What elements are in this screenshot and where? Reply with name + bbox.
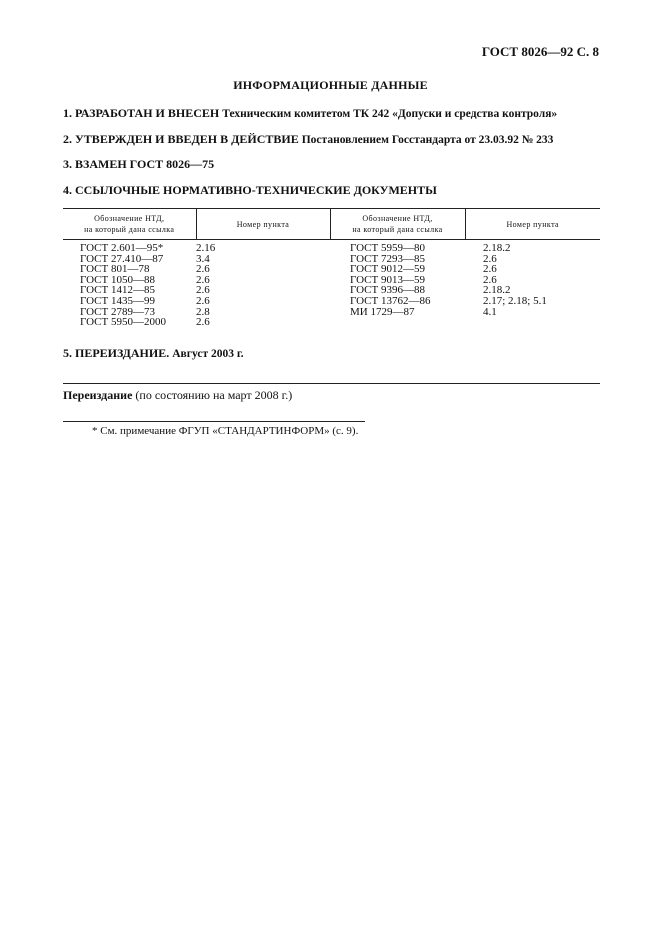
clause-number-cell: 2.6: [483, 263, 497, 276]
page-title: ИНФОРМАЦИОННЫЕ ДАННЫЕ: [233, 78, 428, 92]
item-lead: ВЗАМЕН ГОСТ 8026—75: [75, 157, 215, 171]
item-number: 1.: [63, 106, 72, 120]
doc-designation-cell: [330, 317, 465, 328]
info-item-5: [63, 346, 244, 361]
item-text: Август 2003 г.: [172, 348, 244, 360]
clause-number-cell: 2.18.2: [483, 242, 511, 254]
clause-number-cell: 2.18.2: [483, 284, 511, 297]
clause-number-cell: 3.4: [196, 252, 210, 265]
clause-number-cell: 2.6: [196, 273, 210, 286]
doc-designation-cell: ГОСТ 2789—73: [80, 305, 155, 318]
reference-documents-table: [63, 208, 600, 328]
doc-designation-cell: ГОСТ 7293—85: [350, 252, 425, 265]
column-header-clause: Номер пункта: [465, 209, 600, 240]
reissue-note: [63, 388, 292, 403]
doc-designation-cell: ГОСТ 801—78: [80, 263, 150, 276]
item-lead: РАЗРАБОТАН И ВНЕСЕН: [75, 106, 220, 120]
info-item-4: [63, 183, 437, 198]
clause-number-cell: [465, 317, 600, 328]
item-number: 3.: [63, 157, 72, 171]
item-lead: ССЫЛОЧНЫЕ НОРМАТИВНО-ТЕХНИЧЕСКИЕ ДОКУМЕНТЫ: [75, 183, 437, 197]
doc-designation-cell: ГОСТ 5959—80: [350, 242, 425, 254]
column-header-doc: Обозначение НТД, на который дана ссылка: [63, 209, 196, 240]
doc-designation-cell: ГОСТ 27.410—87: [80, 252, 164, 265]
item-text: Техническим комитетом ТК 242 «Допуски и средства контроля»: [222, 108, 558, 120]
info-item-3: [63, 157, 214, 172]
table-row: [63, 296, 600, 307]
column-header-clause: Номер пункта: [196, 209, 330, 240]
doc-designation-cell: ГОСТ 13762—86: [350, 294, 431, 307]
clause-number-cell: 2.6: [196, 316, 210, 329]
doc-designation-cell: ГОСТ 9013—59: [350, 273, 425, 286]
doc-designation-cell: ГОСТ 9012—59: [350, 263, 425, 276]
clause-number-cell: 2.6: [483, 252, 497, 265]
item-lead: ПЕРЕИЗДАНИЕ.: [75, 346, 170, 360]
clause-number-cell: 2.6: [196, 294, 210, 307]
clause-number-cell: 2.8: [196, 305, 210, 318]
reissue-text: (по состоянию на март 2008 г.): [132, 388, 293, 402]
item-number: 2.: [63, 132, 72, 146]
clause-number-cell: 2.6: [196, 263, 210, 276]
doc-designation-cell: ГОСТ 1412—85: [80, 284, 155, 297]
info-item-1: [63, 106, 557, 121]
item-lead: УТВЕРЖДЕН И ВВЕДЕН В ДЕЙСТВИЕ: [75, 132, 299, 146]
footnote: * См. примечание ФГУП «СТАНДАРТИНФОРМ» (с. 9).: [92, 425, 359, 437]
item-number: 4.: [63, 183, 72, 197]
item-text: Постановлением Госстандарта от 23.03.92 № 233: [301, 134, 554, 146]
footnote-divider: [63, 421, 365, 422]
table-row: [63, 317, 600, 328]
doc-designation-cell: ГОСТ 1435—99: [80, 294, 155, 307]
clause-number-cell: 2.6: [196, 284, 210, 297]
doc-designation-cell: ГОСТ 2.601—95*: [80, 242, 164, 254]
doc-designation-cell: ГОСТ 5950—2000: [80, 316, 166, 329]
clause-number-cell: 4.1: [483, 305, 497, 318]
document-header-ref: ГОСТ 8026—92 С. 8: [481, 44, 599, 59]
table-row: [63, 240, 600, 254]
reissue-label: Переиздание: [63, 388, 133, 402]
clause-number-cell: 2.17; 2.18; 5.1: [483, 294, 547, 307]
item-number: 5.: [63, 346, 72, 360]
doc-designation-cell: ГОСТ 1050—88: [80, 273, 155, 286]
doc-designation-cell: ГОСТ 9396—88: [350, 284, 425, 297]
clause-number-cell: 2.16: [196, 242, 216, 254]
doc-designation-cell: МИ 1729—87: [350, 305, 415, 318]
table-header-row: [63, 209, 600, 240]
divider: [63, 383, 600, 384]
clause-number-cell: 2.6: [483, 273, 497, 286]
info-item-2: [63, 132, 553, 147]
column-header-doc: Обозначение НТД, на который дана ссылка: [330, 209, 465, 240]
